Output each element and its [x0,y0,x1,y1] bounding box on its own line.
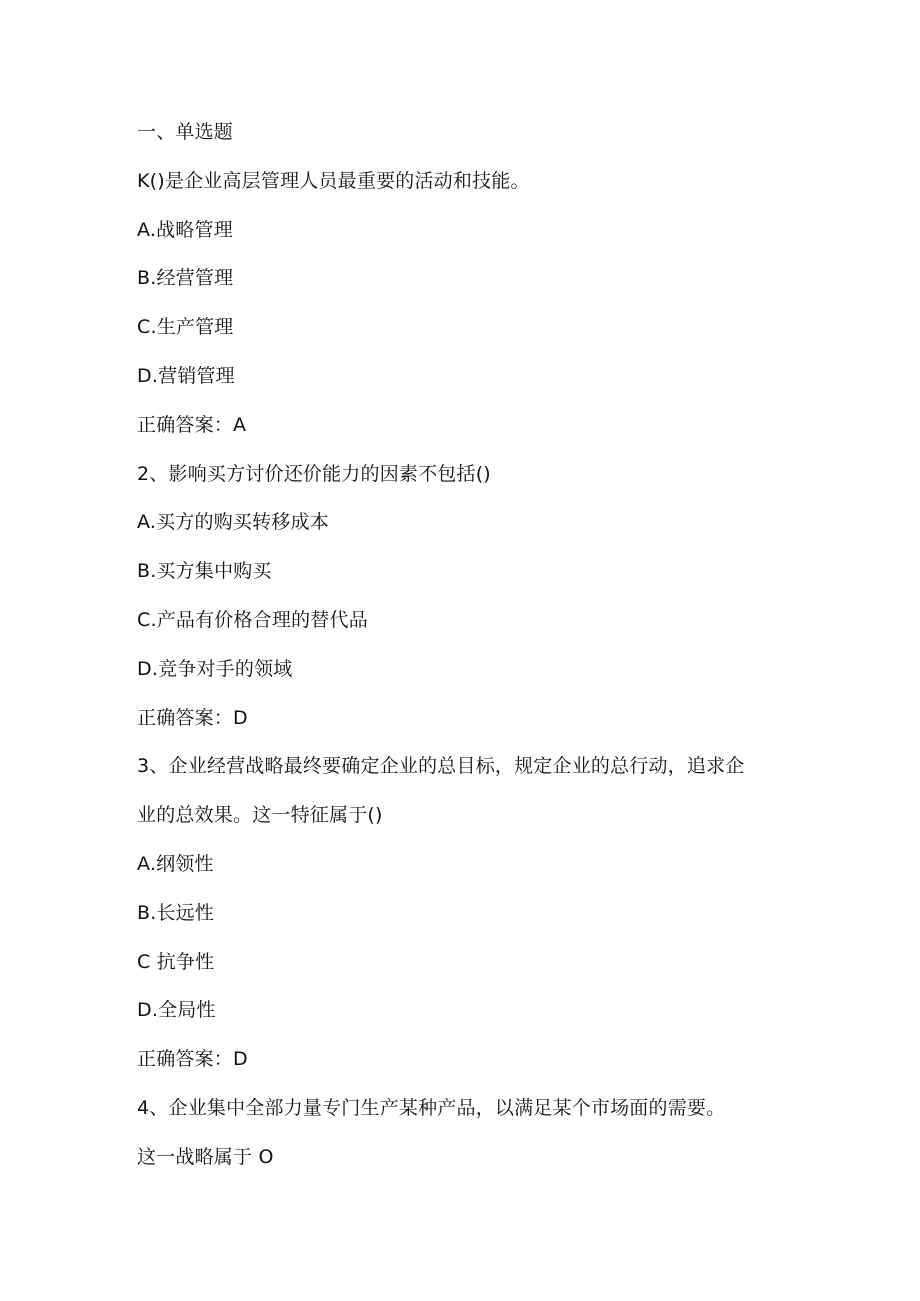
correct-answer: 正确答案：D [137,706,248,729]
question-4 [137,1090,787,1188]
question-stem: 2、影响买方讨价还价能力的因素不包括() [137,462,491,485]
option-d: D.营销管理 [137,364,235,387]
option-d: D.全局性 [137,999,216,1022]
question-stem-line-1: 4、企业集中全部力量专门生产某种产品，以满足某个市场面的需要。 [137,1096,726,1119]
question-3 [137,748,787,1090]
option-a: A.买方的购买转移成本 [137,511,329,534]
question-stem-line-1: 3、企业经营战略最终要确定企业的总目标，规定企业的总行动，追求企 [137,755,745,778]
option-b: B.经营管理 [137,267,234,290]
section-title: 一、单选题 [137,121,234,143]
question-2 [137,456,787,749]
option-d: D.竞争对手的领域 [137,657,293,680]
option-c: C.产品有价格合理的替代品 [137,608,368,631]
option-c: C.生产管理 [137,316,234,339]
question-1 [137,163,787,456]
document-page [137,114,787,1188]
option-b: B.长远性 [137,901,215,924]
option-a: A.纲领性 [137,852,214,875]
question-stem-line-2: 这一战略属于 O [137,1145,274,1168]
option-b: B.买方集中购买 [137,560,272,583]
question-stem: K()是企业高层管理人员最重要的活动和技能。 [137,169,530,192]
correct-answer: 正确答案：A [137,413,247,436]
option-a: A.战略管理 [137,218,233,241]
question-stem-line-2: 业的总效果。这一特征属于() [137,804,383,827]
correct-answer: 正确答案：D [137,1048,248,1071]
option-c: C 抗争性 [137,950,215,973]
